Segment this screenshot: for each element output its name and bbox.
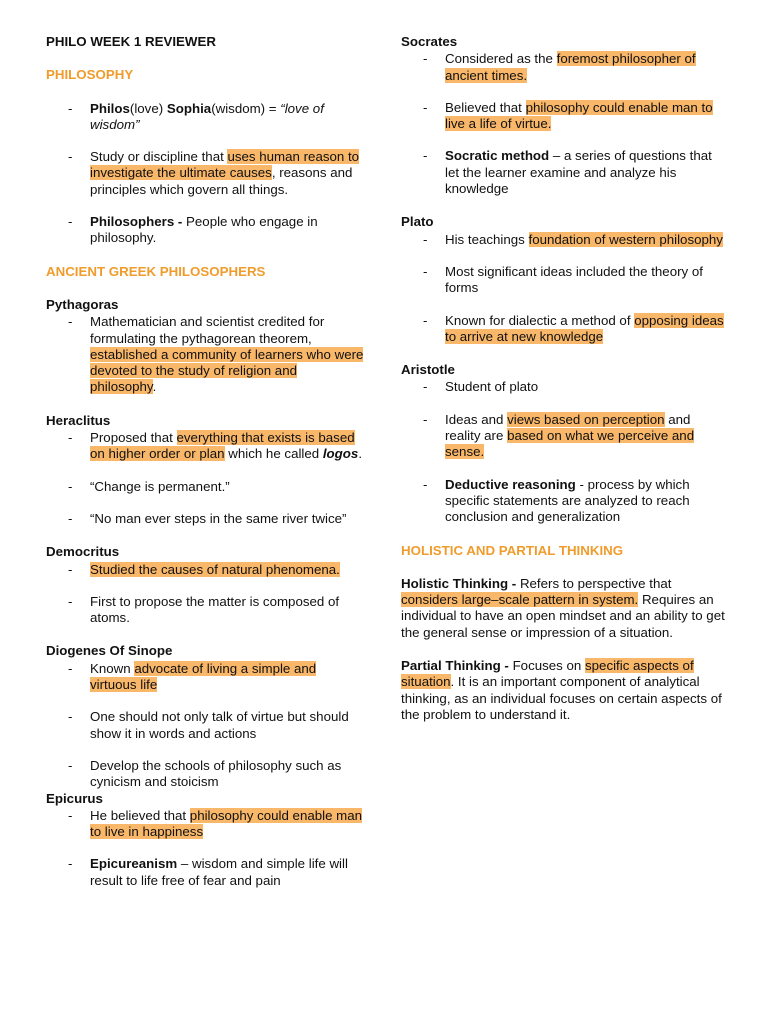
section-heading-ancient-greek: ANCIENT GREEK PHILOSOPHERS <box>46 263 266 279</box>
socrates-list <box>401 51 725 197</box>
list-item <box>401 232 725 248</box>
term-meaning: “love of wisdom” <box>90 100 324 132</box>
term-holistic-thinking: Holistic Thinking - <box>401 575 520 591</box>
text: – a series of questions that let the learner examine and analyze his knowledge <box>445 148 712 197</box>
pythagoras-list <box>46 314 366 395</box>
text: He believed that <box>90 807 190 823</box>
highlight: based on what we perceive and sense. <box>445 428 695 460</box>
list-item <box>401 477 725 526</box>
term-partial-thinking: Partial Thinking - <box>401 658 513 674</box>
list-item <box>46 214 366 247</box>
left-column <box>46 34 366 897</box>
highlight: advocate of living a simple and virtuous life <box>90 660 317 693</box>
heraclitus-list <box>46 430 366 527</box>
philosopher-name-diogenes: Diogenes Of Sinope <box>46 643 173 659</box>
highlight: foremost philosopher of ancient times. <box>445 51 696 83</box>
list-item: - Develop the schools of philosophy such as cynicism and stoicism <box>46 758 366 791</box>
highlight: everything that exists is based on higher order or plan <box>90 430 355 462</box>
term-logos: logos <box>322 446 359 462</box>
list-item <box>46 430 366 463</box>
text: (love) <box>129 100 167 116</box>
text: Known <box>90 660 135 676</box>
list-item <box>401 148 725 197</box>
list-item: - Most significant ideas included the theory of forms <box>401 264 725 297</box>
list-item: - First to propose the matter is composed of atoms. <box>46 594 366 627</box>
highlight: views based on perception <box>507 411 665 427</box>
philosophy-list <box>46 101 366 247</box>
text: Refers to perspective that <box>519 575 672 591</box>
highlight: foundation of western philosophy <box>528 231 723 247</box>
list-item <box>46 661 366 694</box>
text: , reasons and principles which govern all things. <box>90 165 353 197</box>
term-socratic-method: Socratic method <box>445 148 550 164</box>
partial-thinking-paragraph <box>401 658 725 723</box>
text: Study or discipline that <box>90 149 228 165</box>
list-item <box>46 314 366 395</box>
text: . <box>152 379 157 395</box>
text: . <box>358 446 363 462</box>
list-item <box>46 149 366 198</box>
philosopher-name-plato: Plato <box>401 214 434 230</box>
text: Ideas and <box>445 411 508 427</box>
philosopher-name-epicurus: Epicurus <box>46 790 103 806</box>
section-heading-holistic-partial: HOLISTIC AND PARTIAL THINKING <box>401 542 624 558</box>
philosopher-name-democritus: Democritus <box>46 544 120 560</box>
list-item: - “No man ever steps in the same river twice” <box>46 511 366 527</box>
text: Mathematician and scientist credited for formulating the pythagorean theorem, <box>90 314 325 346</box>
list-item <box>46 101 366 134</box>
list-item: - One should not only talk of virtue but should show it in words and actions <box>46 709 366 742</box>
highlight: uses human reason to investigate the ultimate causes <box>90 149 360 181</box>
text: - process by which specific statements are analyzed to reach conclusion and generalization <box>445 476 690 525</box>
philosopher-name-socrates: Socrates <box>401 34 458 49</box>
list-item <box>46 562 366 578</box>
philosopher-name-pythagoras: Pythagoras <box>46 296 119 312</box>
text: – wisdom and simple life will result to life free of fear and pain <box>90 856 348 888</box>
epicurus-list <box>46 808 366 889</box>
highlight: considers large–scale pattern in system. <box>401 592 639 608</box>
term-sophia: Sophia <box>166 100 212 116</box>
list-item <box>46 808 366 841</box>
list-item: - Student of plato <box>401 379 725 395</box>
text: Believed that <box>445 99 526 115</box>
term-philos: Philos <box>90 100 130 116</box>
philosopher-name-aristotle: Aristotle <box>401 362 455 378</box>
text: His teachings <box>445 231 529 247</box>
text: (wisdom) = <box>211 100 281 116</box>
text: which he called <box>224 446 323 462</box>
text: Proposed that <box>90 430 177 446</box>
section-heading-philosophy: PHILOSOPHY <box>46 67 134 83</box>
list-item: - “Change is permanent.” <box>46 479 366 495</box>
diogenes-list <box>46 661 366 791</box>
list-item <box>401 100 725 133</box>
philosopher-name-heraclitus: Heraclitus <box>46 412 111 428</box>
democritus-list <box>46 562 366 627</box>
highlight: philosophy could enable man to live a life of virtue. <box>445 99 713 132</box>
document-title: PHILO WEEK 1 REVIEWER <box>46 34 216 49</box>
term-philosophers: Philosophers - <box>90 214 187 230</box>
text: Considered as the <box>445 51 557 67</box>
text: Focuses on <box>512 658 585 674</box>
term-deductive-reasoning: Deductive reasoning <box>445 476 576 492</box>
holistic-thinking-paragraph <box>401 576 725 641</box>
plato-list <box>401 232 725 345</box>
text: . It is an important component of analytical thinking, as an individual focuses on certain aspects of the problem to understand it. <box>401 674 722 722</box>
list-item <box>401 412 725 461</box>
right-column <box>401 34 725 740</box>
text: Requires an individual to have an open mindset and an ability to get the general sense or impression of a situation. <box>401 592 725 640</box>
list-item <box>401 313 725 346</box>
highlight: established a community of learners who were devoted to the study of religion and philosophy <box>90 346 364 395</box>
list-item <box>46 856 366 889</box>
highlight: philosophy could enable man to live in happiness <box>90 807 363 840</box>
term-epicureanism: Epicureanism <box>90 856 178 872</box>
text: Known for dialectic a method of <box>445 312 635 328</box>
list-item <box>401 51 725 84</box>
aristotle-list <box>401 379 725 525</box>
text: and reality are <box>445 411 691 444</box>
highlight: specific aspects of situation <box>401 658 694 690</box>
highlight: opposing ideas to arrive at new knowledge <box>445 312 724 344</box>
text: People who engage in philosophy. <box>90 214 318 246</box>
highlight: Studied the causes of natural phenomena. <box>90 561 340 577</box>
